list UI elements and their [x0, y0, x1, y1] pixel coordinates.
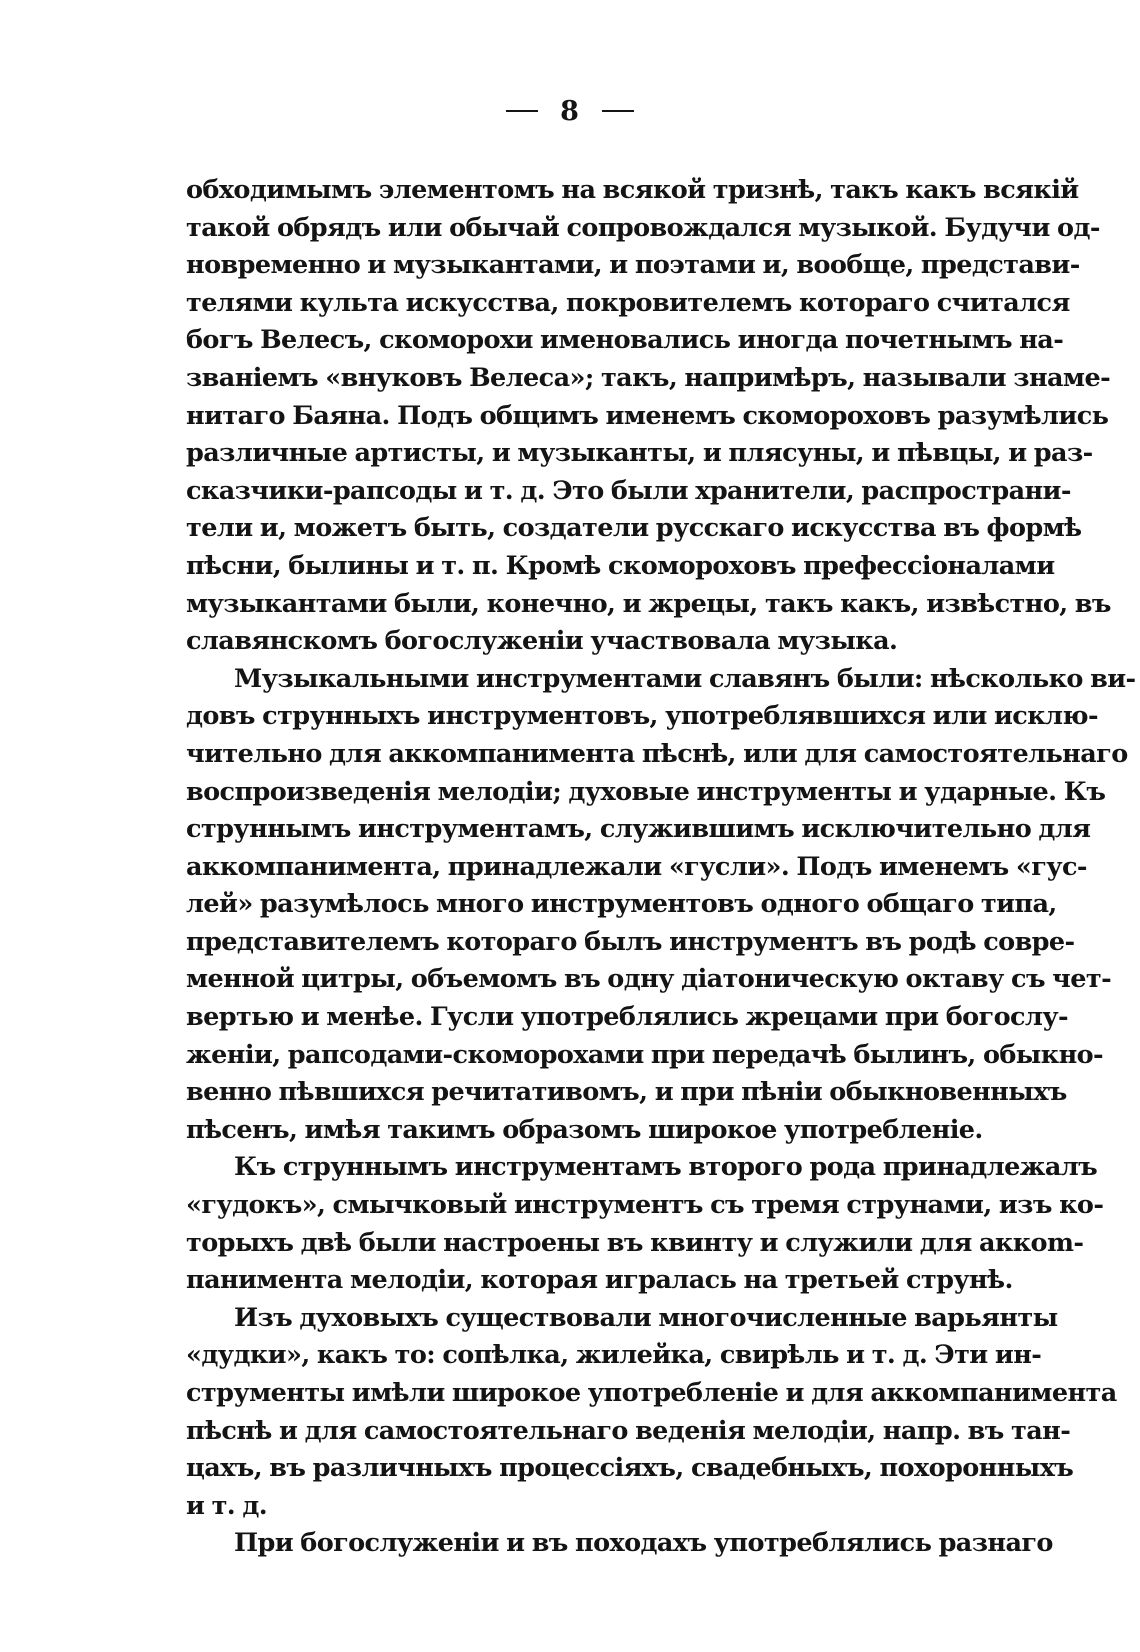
text-line: панимента мелодіи, которая игралась на третьей струнѣ. — [186, 1265, 1013, 1296]
text-line: «дудки», какъ то: сопѣлка, жилейка, свирѣль и т. д. Эти ин- — [186, 1340, 1042, 1371]
text-line: лей» разумѣлось много инструментовъ одного общаго типа, — [186, 889, 1057, 920]
text-line: новременно и музыкантами, и поэтами и, вообще, представи- — [186, 250, 1080, 281]
text-line: довъ струнныхъ инструментовъ, употреблявшихся или исклю- — [186, 701, 1098, 732]
text-line: менной цитры, объемомъ въ одну діатоническую октаву съ чет- — [186, 964, 1112, 995]
body-text — [186, 172, 1136, 1563]
text-line: аккомпанимента, принадлежали «гусли». Подъ именемъ «гус- — [186, 851, 1087, 882]
page-number — [0, 96, 1140, 127]
text-line: пѣсни, былины и т. п. Кромѣ скомороховъ префессіоналами — [186, 550, 1055, 581]
text-line: телями культа искусства, покровителемъ котораго считался — [186, 287, 1070, 318]
text-line: нитаго Баяна. Подъ общимъ именемъ скомороховъ разумѣлись — [186, 400, 1109, 431]
text-line: Музыкальными инструментами славянъ были: нѣсколько ви- — [234, 663, 1136, 694]
text-line: славянскомъ богослуженіи участвовала музыка. — [186, 626, 898, 657]
text-line: торыхъ двѣ были настроены въ квинту и служили для аккоm- — [186, 1227, 1084, 1258]
text-line: струменты имѣли широкое употребленіе и для аккомпанимента — [186, 1378, 1117, 1408]
text-line: Изъ духовыхъ существовали многочисленные варьянты — [234, 1302, 1058, 1333]
text-line: обходимымъ элементомъ на всякой тризнѣ, такъ какъ всякій — [186, 175, 1079, 205]
text-line: При богослуженіи и въ походахъ употреблялись разнаго — [234, 1528, 1053, 1559]
text-line: богъ Велесъ, скоморохи именовались иногда почетнымъ на- — [186, 325, 1064, 356]
text-line: музыкантами были, конечно, и жрецы, такъ какъ, извѣстно, въ — [186, 588, 1111, 619]
text-line: пѣсенъ, имѣя такимъ образомъ широкое употребленіе. — [186, 1114, 983, 1145]
paragraph — [186, 1300, 1117, 1526]
text-line: различные артисты, и музыканты, и плясуны, и пѣвцы, и раз- — [186, 438, 1093, 469]
text-line: сказчики-рапсоды и т. д. Это были хранители, распространи- — [186, 475, 1071, 506]
text-line: такой обрядъ или обычай сопровождался музыкой. Будучи од- — [186, 212, 1100, 243]
text-line: представителемъ котораго былъ инструментъ въ родѣ совре- — [186, 926, 1075, 957]
paragraph — [186, 1525, 1053, 1563]
paragraph — [186, 1149, 1104, 1299]
page-number-dash-left — [506, 110, 538, 112]
text-line: званіемъ «внуковъ Велеса»; такъ, напримѣръ, называли знаме- — [186, 362, 1111, 393]
text-line: «гудокъ», смычковый инструментъ съ тремя струнами, изъ ко- — [186, 1190, 1104, 1221]
text-line: тели и, можетъ быть, создатели русскаго искусства въ формѣ — [186, 513, 1082, 544]
text-line: Къ струннымъ инструментамъ второго рода принадлежалъ — [234, 1152, 1098, 1183]
text-line: и т. д. — [186, 1490, 268, 1521]
paragraph — [186, 661, 1136, 1150]
text-line: венно пѣвшихся речитативомъ, и при пѣніи обыкновенныхъ — [186, 1077, 1067, 1108]
text-line: вертью и менѣе. Гусли употреблялись жрецами при богослу- — [186, 1002, 1069, 1033]
text-line: струннымъ инструментамъ, служившимъ исключительно для — [186, 814, 1091, 845]
paragraph — [186, 172, 1111, 661]
page-number-value: 8 — [560, 96, 580, 127]
text-line: воспроизведенія мелодіи; духовые инструменты и ударные. Къ — [186, 776, 1106, 807]
text-line: женіи, рапсодами-скоморохами при передачѣ былинъ, обыкно- — [186, 1039, 1104, 1070]
text-line: чительно для аккомпанимента пѣснѣ, или для самостоятельнаго — [186, 738, 1128, 769]
text-line: цахъ, въ различныхъ процессіяхъ, свадебныхъ, похоронныхъ — [186, 1453, 1074, 1484]
text-line: пѣснѣ и для самостоятельнаго веденія мелодіи, напр. въ тан- — [186, 1415, 1071, 1446]
page-number-dash-right — [602, 110, 634, 112]
